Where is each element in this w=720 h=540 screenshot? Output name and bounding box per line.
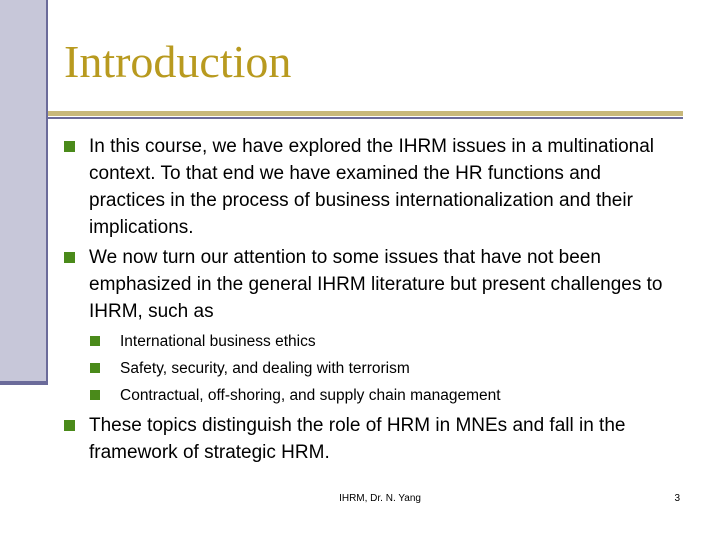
title-gold-rule <box>48 111 683 116</box>
bullet-text: These topics distinguish the role of HRM in MNEs and fall in the framework of strategic HRM. <box>89 415 626 463</box>
sidebar-bottom-tick <box>0 381 48 385</box>
bullet-text: In this course, we have explored the IHRM issues in a multinational context. To that end we have examined the HR functions and practices in the process of business internationalization and their implications. <box>89 136 654 238</box>
footer-text: IHRM, Dr. N. Yang <box>339 493 421 504</box>
sub-bullet-list <box>64 328 674 409</box>
sidebar-accent-line <box>46 0 48 384</box>
bullet-item <box>64 244 674 325</box>
sub-bullet-text: Contractual, off-shoring, and supply chain management <box>120 387 501 404</box>
green-square-icon <box>90 390 100 400</box>
sidebar-decoration <box>0 0 46 384</box>
green-square-icon <box>64 252 75 263</box>
green-square-icon <box>90 336 100 346</box>
sub-bullet-text: International business ethics <box>120 333 316 350</box>
bullet-text: We now turn our attention to some issues that have not been emphasized in the general IHRM literature but present challenges to IHRM, such as <box>89 247 663 322</box>
slide-content <box>64 133 674 469</box>
sub-bullet-item <box>90 328 674 355</box>
bullet-item <box>64 133 674 241</box>
sub-bullet-item <box>90 355 674 382</box>
sub-bullet-item <box>90 382 674 409</box>
title-blue-rule <box>48 117 683 119</box>
green-square-icon <box>64 420 75 431</box>
slide-title: Introduction <box>64 36 292 87</box>
green-square-icon <box>64 141 75 152</box>
page-number: 3 <box>674 493 680 504</box>
bullet-item <box>64 412 674 466</box>
green-square-icon <box>90 363 100 373</box>
sub-bullet-text: Safety, security, and dealing with terrorism <box>120 360 410 377</box>
